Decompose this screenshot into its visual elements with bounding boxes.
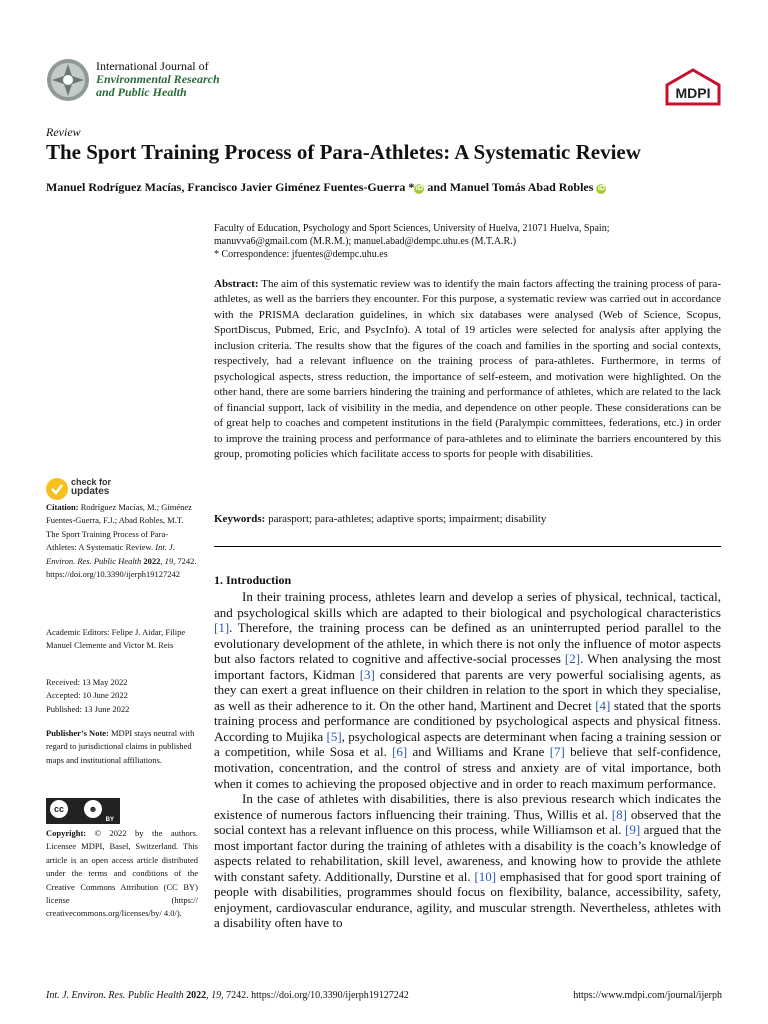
author-list xyxy=(46,180,606,195)
citation-block: Citation: Rodríguez Macías, M.; Giménez Fuentes-Guerra, F.J.; Abad Robles, M.T. The Sport Training Process of Para-Athletes: A Systematic Review. Int. J. Environ. Res. Public Health 2022, 19, 7242. https://doi.org/10.3390/ijerph19127242 xyxy=(46,502,197,580)
journal-title-line-2: and Public Health xyxy=(96,85,187,99)
citation-link[interactable]: [7] xyxy=(549,744,565,760)
affiliation-line-2: manuvva6@gmail.com (M.R.M.); manuel.abad@dempc.uhu.es (M.T.A.R.) xyxy=(214,236,517,247)
person-icon: ☻ xyxy=(84,800,102,818)
check-updates-text: check for updates xyxy=(71,477,112,497)
section-heading: 1. Introduction xyxy=(214,573,292,587)
accepted-date: Accepted: 10 June 2022 xyxy=(46,690,128,701)
footer-journal-url[interactable]: https://www.mdpi.com/journal/ijerph xyxy=(573,990,722,1001)
keywords-text: parasport; para-athletes; adaptive sports; impairment; disability xyxy=(268,513,547,525)
academic-editors: Academic Editors: Felipe J. Aidar, Filipe Manuel Clemente and Victor M. Reis xyxy=(46,627,186,651)
keywords-label: Keywords: xyxy=(214,513,266,525)
authors-part-1: Manuel Rodríguez Macías, Francisco Javier Giménez Fuentes-Guerra * xyxy=(46,180,415,194)
body-text xyxy=(214,589,721,931)
orcid-icon[interactable]: iD xyxy=(597,185,605,192)
citation-link[interactable]: [6] xyxy=(392,744,408,760)
citation-link[interactable]: [2] xyxy=(564,651,581,667)
published-date: Published: 13 June 2022 xyxy=(46,703,130,714)
paragraph: In the case of athletes with disabilities, there is also previous research which indicates the existence of numerous factors influencing their training. Thus, Willis et al. [8] observed that the social context has a relevant influence on this process, while Williamson et al. [9] argued that the most important factor during the training of athletes with a disability is the coach’s knowledge of aspects related to rehabilitation, skill level, awareness, and knowing how to provide the athlete with constant safety. Additionally, Durstine et al. [10] emphasised that for good sport training of people with disabilities, programmes should focus on flexibility, balance, accessibility, safety, enjoyment, cardiovascular endurance, agility, and muscular strength. Nevertheless, athletes with a disability often have to xyxy=(214,791,721,931)
journal-prefix: International Journal of xyxy=(96,59,209,73)
dates-block xyxy=(46,676,198,716)
cc-by-license-icon[interactable]: cc ☻ BY xyxy=(46,798,120,824)
orcid-icon[interactable]: iD xyxy=(415,185,423,192)
article-title: The Sport Training Process of Para-Athletes: A Systematic Review xyxy=(46,140,641,164)
citation-link[interactable]: [4] xyxy=(595,697,611,713)
citation-link[interactable]: [1] xyxy=(214,620,230,636)
publisher-note: Publisher’s Note: MDPI stays neutral with regard to jurisdictional claims in published maps and institutional affiliations. xyxy=(46,728,195,765)
citation-link[interactable]: [8] xyxy=(611,806,627,822)
citation-link[interactable]: [9] xyxy=(625,822,641,838)
abstract-text: The aim of this systematic review was to identify the main factors affecting the training process of para-athletes, as well as the barriers they encounter. For this purpose, a systematic review was carried out in accordance with the PRISMA declaration guidelines, in which six databases were analysed (Web of Science, Scopus, SportDiscus, Pubmed, Eric, and PsycInfo). A total of 19 articles were selected for analysis after applying the inclusion criteria. The results show that the figures of the coach and families in the sporting and social contexts, respectively, had a relevant influence on the training process of para-athletes. Furthermore, in terms of psychological aspects, stress reduction, the importance of self-esteem, and motivation were highlighted. On the other hand, there are some barriers hindering the training and performance of athletes, which are related to the lack of financial support, lack of visibility in the media, and dependence on other people. These considerations can be of great help to coaches and competent institutions in the field (Paralympic committees, federations, etc.) in order to improve the training process and performance of para-athletes and to eliminate the barriers encountered by this group, promoting policies which facilitate access to sports for people with disabilities. xyxy=(214,278,721,460)
abstract xyxy=(214,277,721,462)
paragraph: In their training process, athletes learn and develop a series of physical, technical, tactical, and psychological skills which are adapted to their biological and psychological characteristics [1]. Therefore, the training process can be defined as an uninterrupted period parallel to the evolutionary development of the athlete, in which there is not only the influence of motor aspects but also factors related to cognitive and affective-social processes [2]. When analysing the most important factors, Kidman [3] considered that parents are very powerful socialising agents, as they can exert a great influence on their children in relation to the sport in which they specialise, as well as their adherence to it. On the other hand, Martinent and Decret [4] stated that the sports training process and performance are conditioned by psychological aspects and physical fitness. According to Mujika [5], psychological aspects are determinant when facing a training session or a competition, while Sosa et al. [6] and Williams and Krane [7] believe that self-confidence, motivation, concentration, and the control of stress and anxiety are of vital importance, both when it comes to achieving the proposed objective and in order to reach maximum performance. xyxy=(214,589,722,791)
mdpi-logo xyxy=(664,68,722,106)
keywords xyxy=(214,513,721,525)
footer-citation: Int. J. Environ. Res. Public Health 2022, 19, 7242. https://doi.org/10.3390/ijerph19127242 xyxy=(46,990,409,1001)
authors-part-2: and Manuel Tomás Abad Robles xyxy=(424,180,597,194)
copyright-block: Copyright: © 2022 by the authors. Licensee MDPI, Basel, Switzerland. This article is an open access article distributed under the terms and conditions of the Creative Commons Attribution (CC BY) license (https:// creativecommons.org/licenses/by/ 4.0/). xyxy=(46,828,198,919)
check-for-updates-button[interactable] xyxy=(46,476,136,500)
citation-link[interactable]: [10] xyxy=(474,868,497,884)
journal-title-line-1: Environmental Research xyxy=(96,72,220,86)
citation-link[interactable]: [3] xyxy=(359,666,375,682)
affiliation-line-1: Faculty of Education, Psychology and Sport Sciences, University of Huelva, 21071 Huelva, Spain; xyxy=(214,223,610,234)
cc-by-label: BY xyxy=(105,817,114,823)
section-divider xyxy=(214,546,721,547)
abstract-label: Abstract: xyxy=(214,278,259,290)
journal-logo xyxy=(46,58,90,102)
check-updates-icon xyxy=(46,478,68,500)
article-type: Review xyxy=(46,125,81,139)
correspondence: * Correspondence: jfuentes@dempc.uhu.es xyxy=(214,249,388,260)
journal-name xyxy=(96,60,220,99)
affiliations xyxy=(214,222,722,261)
mdpi-logo-text: MDPI xyxy=(675,85,711,101)
citation-link[interactable]: [5] xyxy=(326,728,342,744)
received-date: Received: 13 May 2022 xyxy=(46,677,128,687)
